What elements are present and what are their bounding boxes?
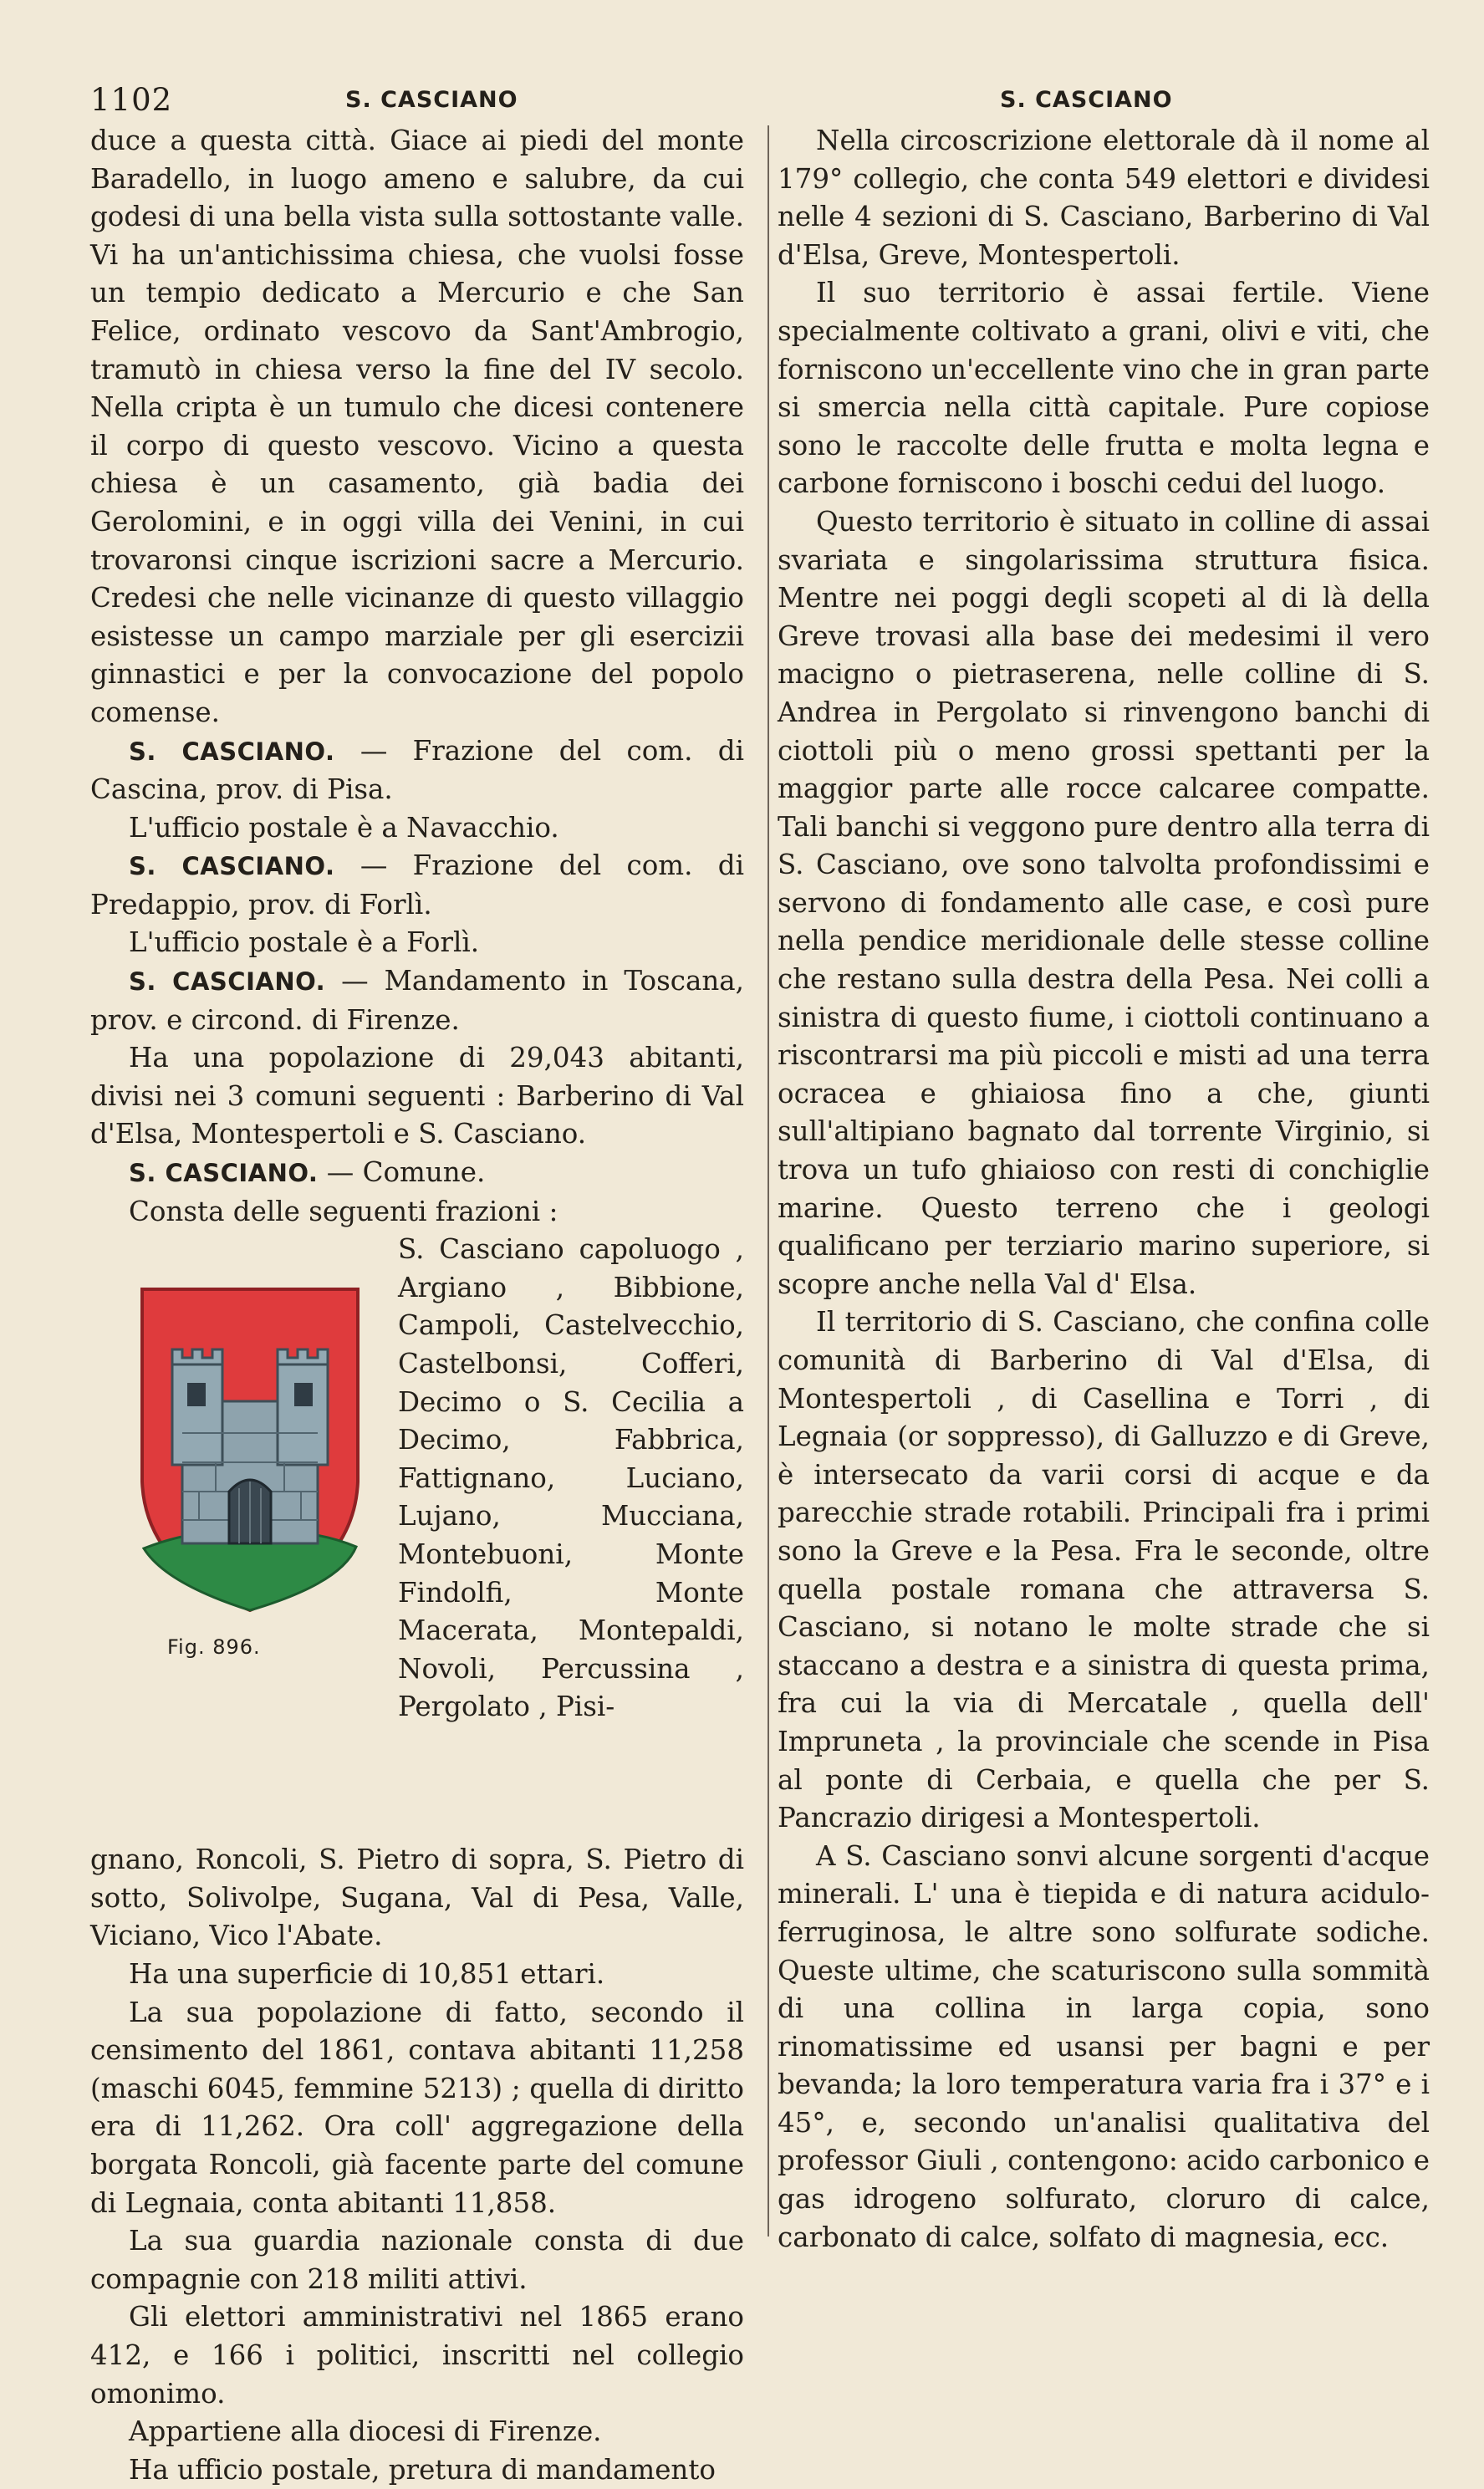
entry-description: — Mandamento in Toscana, prov. e circond. di Firenze. bbox=[90, 965, 745, 1036]
entry-predappio bbox=[90, 847, 744, 924]
figure-wrap bbox=[90, 1231, 744, 1841]
paragraph-elettori: Gli elettori amministrativi nel 1865 erano 412, e 166 i politici, inscritti nel collegio omonimo. bbox=[90, 2301, 744, 2410]
paragraph-popolazione: La sua popolazione di fatto, secondo il censimento del 1861, contava abitanti 11,258 (maschi 6045, femmine 5213) ; quella di diritto era di 11,262. Ora coll' aggregazione della borgata Roncoli, già facente parte del comune di Legnaia, conta abitanti 11,858. bbox=[90, 1996, 744, 2219]
left-column bbox=[90, 122, 744, 2489]
paragraph-continuation: duce a questa città. Giace ai piedi del monte Baradello, in luogo ameno e salubre, da cui godesi di una bella vista sulla sottostante valle. Vi ha un'antichissima chiesa, che vuolsi fosse un tempio dedicato a Mercurio e che San Felice, ordinato vescovo da Sant'Ambrogio, tramutò in chiesa verso la fine del IV secolo. Nella cripta è un tumulo che dicesi contenere il corpo di questo vescovo. Vicino a questa chiesa è un casamento, già badia dei Gerolomini, e in oggi villa dei Venini, in cui trovaronsi cinque iscrizioni sacre a Mercurio. Credesi che nelle vicinanze di questo villaggio esistesse un campo marziale per gli esercizii ginnastici e per la convocazione del popolo comense. bbox=[90, 125, 744, 728]
paragraph-sorgenti: A S. Casciano sonvi alcune sorgenti d'acque minerali. L' una è tiepida e di natura acidulo-ferruginosa, le altre sono solfurate sodiche. Queste ultime, che scaturiscono sulla sommità di una collina in larga copia, sono rinomatissime ed usansi per bagni e per bevanda; la loro temperatura varia fra i 37° e i 45°, e, secondo un'analisi qualitativa del professor Giuli , contengono: acido carbonico e gas idrogeno solfurato, cloruro di calce, carbonato di calce, solfato di magnesia, ecc. bbox=[778, 1839, 1430, 2253]
entry-heading: S. CASCIANO. bbox=[129, 967, 326, 997]
paragraph-confini: Il territorio di S. Casciano, che confina colle comunità di Barberino di Val d'Elsa, di Montespertoli , di Casellina e Torri , di Legnaia (or soppresso), di Galluzzo e di Greve, è intersecato da varii corsi di acque e da parecchie strade rotabili. Principali fra i primi sono la Greve e la Pesa. Fra le seconde, oltre quella postale romana che attraversa S. Casciano, si notano le molte strade che si staccano a destra e a sinistra di questa prima, fra cui la via di Mercatale , quella dell' Impruneta , la provinciale che scende in Pisa al ponte di Cerbaia, e quella che per S. Pancrazio dirigesi a Montespertoli. bbox=[778, 1306, 1430, 1834]
paragraph-circoscrizione: Nella circoscrizione elettorale dà il nome al 179° collegio, che conta 549 elettori e dividesi nelle 4 sezioni di S. Casciano, Barberino di Val d'Elsa, Greve, Montespertoli. bbox=[778, 125, 1430, 271]
paragraph-ufficio: Ha ufficio postale, pretura di mandamento bbox=[129, 2453, 716, 2486]
entry-cascina bbox=[90, 732, 744, 809]
entry-description: — Frazione del com. di Cascina, prov. di Pisa. bbox=[90, 734, 744, 806]
paragraph-diocesi: Appartiene alla diocesi di Firenze. bbox=[129, 2415, 602, 2448]
entry-description: — Comune. bbox=[318, 1156, 486, 1189]
running-head-right: S. CASCIANO bbox=[1000, 87, 1173, 113]
right-column bbox=[778, 122, 1430, 2257]
column-divider bbox=[767, 125, 769, 2237]
entry-description: — Frazione del com. di Predappio, prov. di Forlì. bbox=[90, 849, 744, 921]
tower-left-icon bbox=[172, 1364, 222, 1465]
figure-area bbox=[90, 1231, 391, 1841]
entry-mandamento bbox=[90, 962, 744, 1039]
entry-predappio-post: L'ufficio postale è a Forlì. bbox=[129, 926, 480, 959]
frazioni-list-continued: gnano, Roncoli, S. Pietro di sopra, S. Pietro di sotto, Solivolpe, Sugana, Val di Pesa, Valle, Viciano, Vico l'Abate. bbox=[90, 1844, 744, 1952]
paragraph-territorio: Il suo territorio è assai fertile. Viene specialmente coltivato a grani, olivi e viti, che forniscono un'eccellente vino che in gran parte si smercia nella città capitale. Pure copiose sono le raccolte delle frutta e molta legna e carbone forniscono i boschi cedui del luogo. bbox=[778, 277, 1430, 500]
frazioni-intro bbox=[90, 1193, 744, 1232]
entry-cascina-post: L'ufficio postale è a Navacchio. bbox=[129, 811, 559, 844]
figure-caption: Fig. 896. bbox=[167, 1635, 261, 1660]
entry-heading: S. CASCIANO. bbox=[129, 737, 335, 766]
entry-comune bbox=[90, 1154, 744, 1193]
tower-right-icon bbox=[278, 1364, 328, 1465]
paragraph-guardia: La sua guardia nazionale consta di due compagnie con 218 militi attivi. bbox=[90, 2225, 744, 2295]
entry-mandamento-population: Ha una popolazione di 29,043 abitanti, divisi nei 3 comuni seguenti : Barberino di Val d'Elsa, Montespertoli e S. Casciano. bbox=[90, 1042, 744, 1150]
running-head-left: S. CASCIANO bbox=[345, 87, 518, 113]
frazioni-intro-text: Consta delle seguenti frazioni : bbox=[129, 1195, 558, 1227]
paragraph-superficie: Ha una superficie di 10,851 ettari. bbox=[129, 1958, 605, 1990]
coat-of-arms-figure bbox=[132, 1283, 368, 1614]
page-number: 1102 bbox=[90, 82, 173, 118]
entry-heading: S. CASCIANO. bbox=[129, 852, 335, 881]
entry-heading: S. CASCIANO. bbox=[129, 1159, 319, 1188]
paragraph-geologia: Questo territorio è situato in colline di assai svariata e singolarissima struttura fisica. Mentre nei poggi degli scopeti al di là della Greve trovasi alla base dei medesimi il vero macigno o pietraserena, nelle colline di S. Andrea in Pergolato si rinvengono banchi di ciottoli più o meno grossi spettanti per la maggior parte alle rocce calcaree compatte. Tali banchi si veggono pure dentro alla terra di S. Casciano, ove sono talvolta profondissimi e servono di fondamento alle case, e così pure nella pendice meridionale delle stesse colline che restano sulla destra della Pesa. Nei colli a sinistra di questo fiume, i ciottoli continuano a riscontrarsi ma più piccoli e misti ad una terra ocracea e ghiaiosa fino a che, giunti sull'altipiano bagnato dal torrente Virginio, si trova un tufo ghiaioso con resti di conchiglie marine. Questo terreno che i geologi qualificano per terziario marino superiore, si scopre anche nella Val d' Elsa. bbox=[778, 505, 1430, 1300]
frazioni-list: S. Casciano capoluogo , Argiano , Bibbione, Campoli, Castelvecchio, Castelbonsi, Cofferi, Decimo o S. Cecilia a Decimo, Fabbrica, Fattignano, Luciano, Lujano, Mucciana, Montebuoni, Monte Findolfi, Monte Macerata, Montepaldi, Novoli, Percussina , Pergolato , Pisi- bbox=[398, 1233, 744, 1723]
